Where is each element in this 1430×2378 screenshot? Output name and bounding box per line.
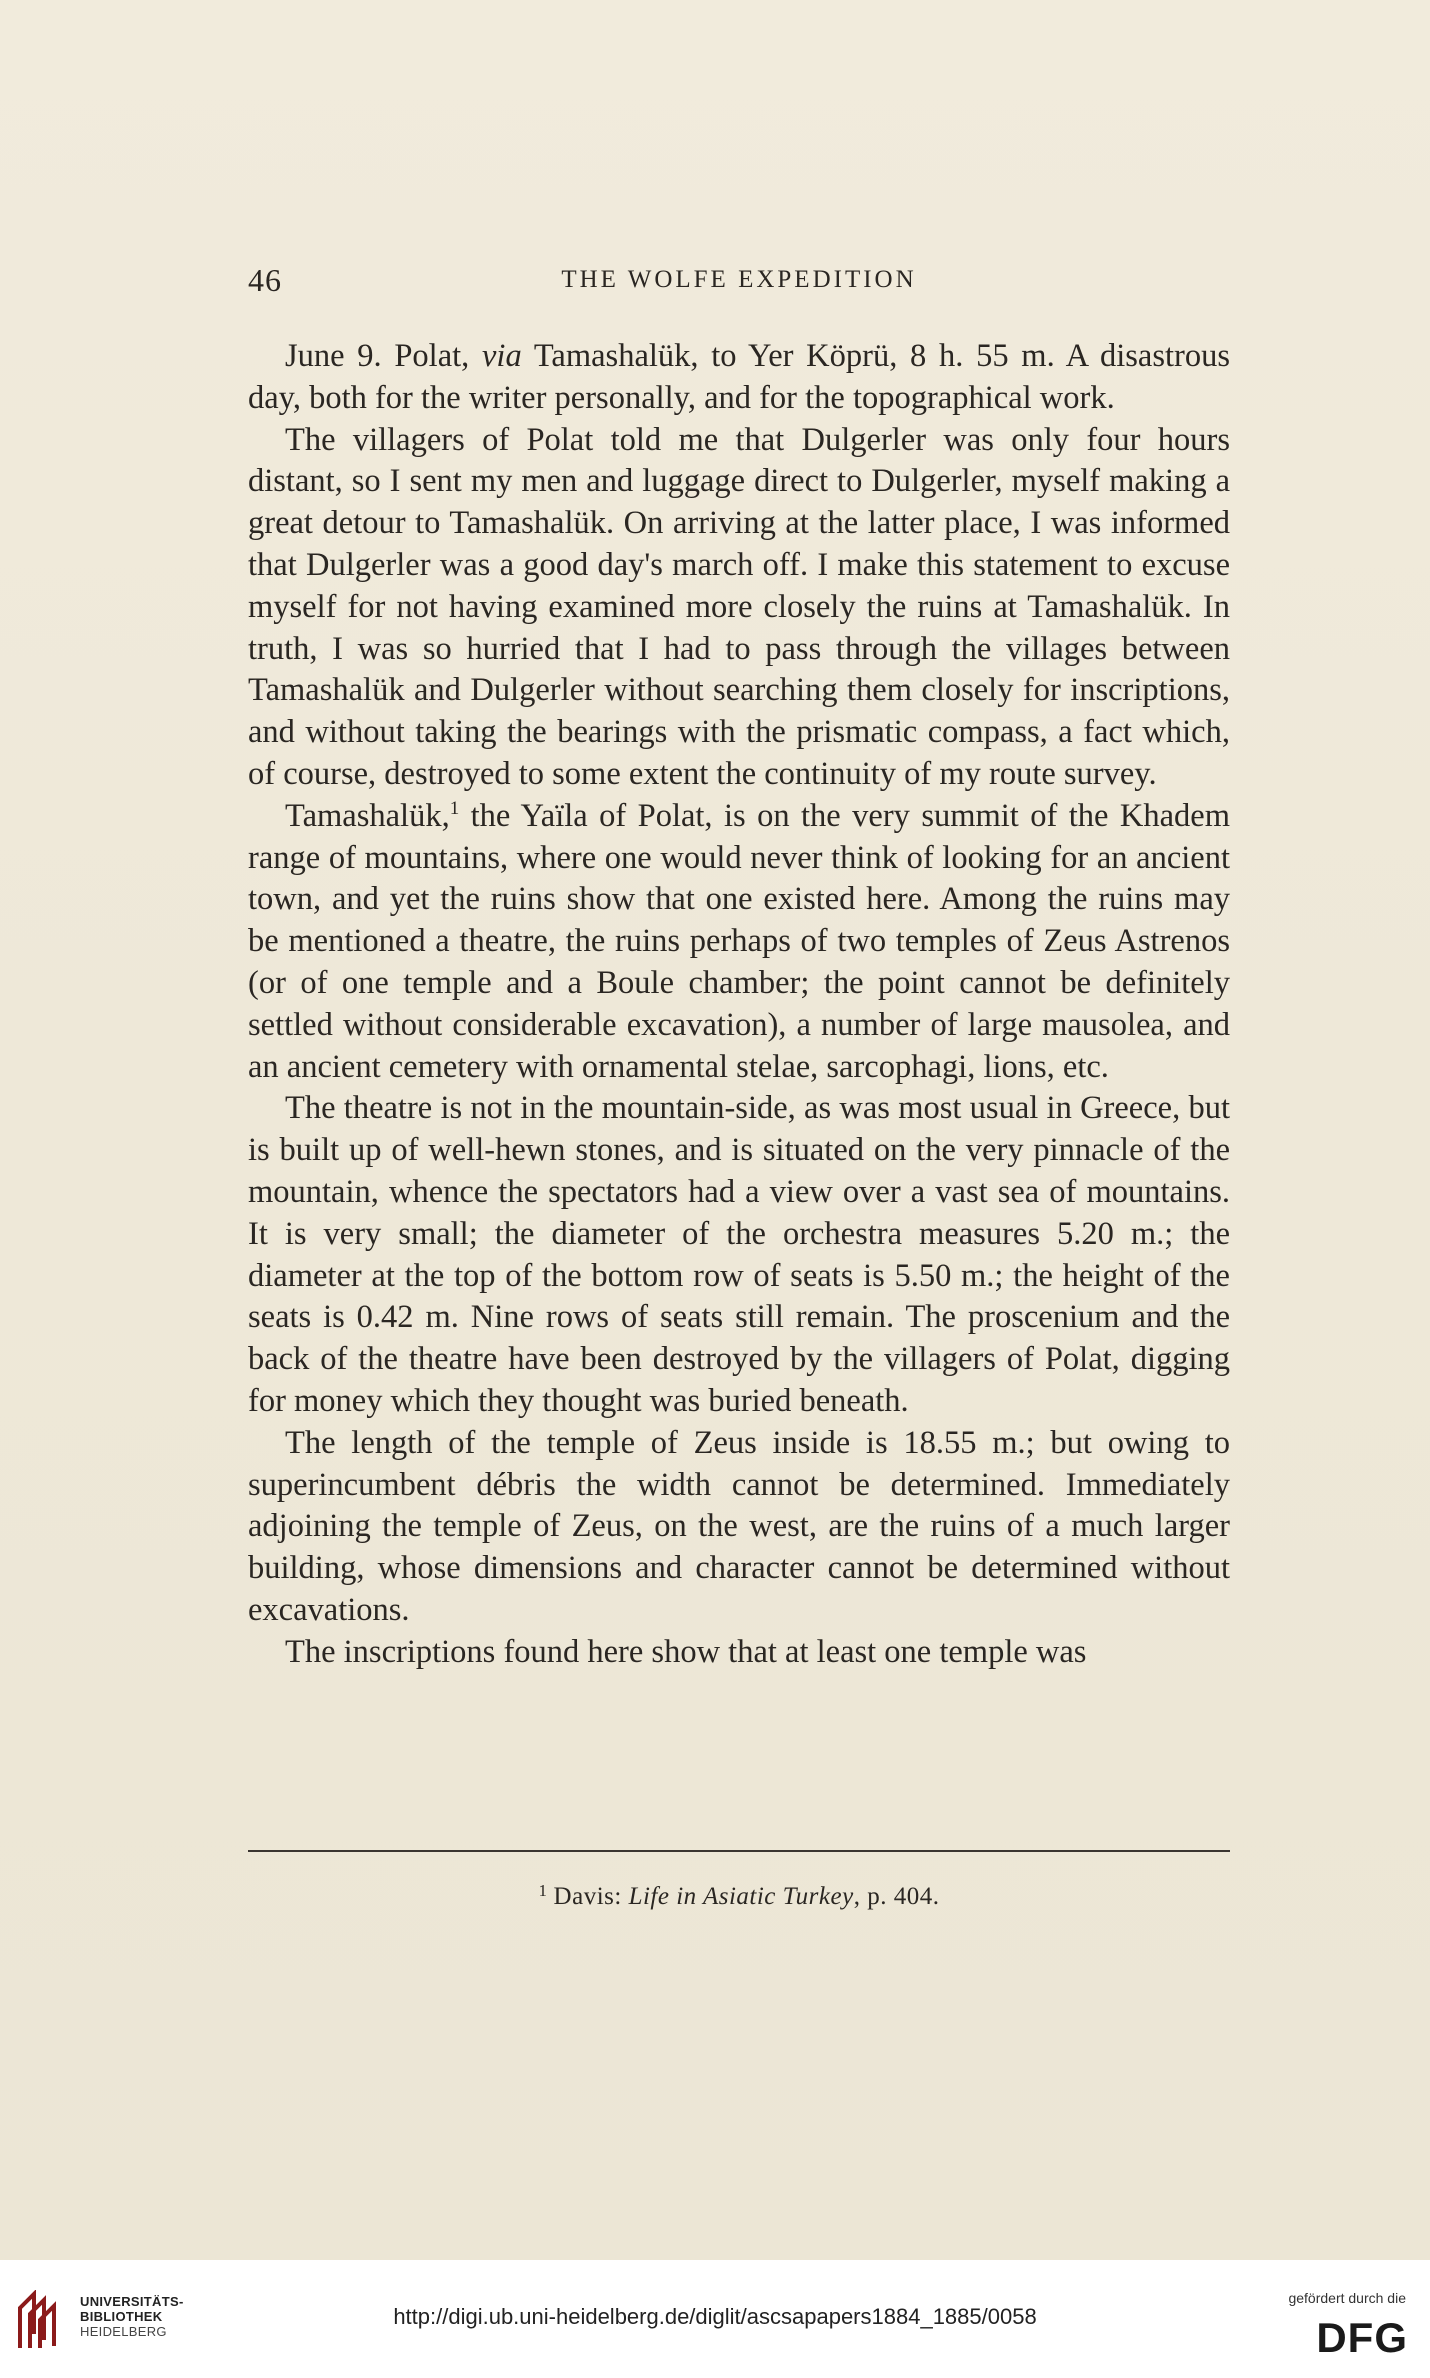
paragraph xyxy=(248,796,1230,1089)
footer-bar xyxy=(0,2260,1430,2378)
paragraph-text: June 9. Polat, xyxy=(285,338,482,374)
body-text xyxy=(248,336,1230,1674)
footnote-reference[interactable]: 1 xyxy=(449,797,460,819)
library-name: UNIVERSITÄTS- BIBLIOTHEK HEIDELBERG xyxy=(80,2294,184,2339)
paragraph-text: The villagers of Polat told me that Dulgerler was only four hours distant, so I sent my men and luggage direct to Dulgerler, myself making a great detour to Tamashalük. On arriving at the latter place, I was informed that Dulgerler was a good day's march off. I make this statement to excuse myself for not having examined more closely the ruins at Tamashalük. In truth, I was so hurried that I had to pass through the villages between Tamashalük and Dulgerler without searching them closely for inscriptions, and without taking the bearings with the prismatic compass, a fact which, of course, destroyed to some extent the continuity of my route survey. xyxy=(248,421,1230,792)
italic-text: via xyxy=(482,338,522,374)
paragraph xyxy=(248,1632,1230,1674)
footnote-divider xyxy=(248,1850,1230,1852)
paragraph-text: Tamashalük, xyxy=(285,797,450,834)
paragraph xyxy=(248,420,1230,796)
running-title: THE WOLFE EXPEDITION xyxy=(561,266,917,293)
footnote-title: Life in Asiatic Turkey xyxy=(628,1883,854,1910)
paragraph xyxy=(248,1423,1230,1632)
footnote-page: , p. 404. xyxy=(853,1883,940,1910)
footnote-author: Davis: xyxy=(553,1883,629,1910)
paragraph-text: The theatre is not in the mountain-side, as was most usual in Greece, but is built up of well-hewn stones, and is situated on the very pinnacle of the mountain, whence the spectators had a view over a vast sea of mountains. It is very small; the diameter of the orchestra measures 5.20 m.; the diameter at the top of the bottom row of seats is 5.50 m.; the height of the seats is 0.42 m. Nine rows of seats still remain. The proscenium and the back of the theatre have been destroyed by the villagers of Polat, digging for money which they thought was buried beneath. xyxy=(248,1090,1230,1419)
paragraph-text: The length of the temple of Zeus inside is 18.55 m.; but owing to superincumbent débris the width cannot be determined. Immediately adjoining the temple of Zeus, on the west, are the ruins of a much larger building, whose dimensions and character cannot be determined without excavations. xyxy=(248,1424,1230,1628)
footnote-marker: 1 xyxy=(538,1881,548,1900)
permalink-link[interactable]: http://digi.ub.uni-heidelberg.de/diglit/ascsapapers1884_1885/0058 xyxy=(393,2304,1037,2329)
dfg-logo: DFG xyxy=(1316,2314,1408,2361)
paragraph xyxy=(248,1088,1230,1422)
page-number: 46 xyxy=(248,262,282,298)
permalink-url xyxy=(0,2304,1430,2330)
paragraph-text: the Yaïla of Polat, is on the very summit of the Khadem range of mountains, where one would never think of looking for an ancient town, and yet the ruins show that one existed here. Among the ruins may be mentioned a theatre, the ruins perhaps of two temples of Zeus Astrenos (or of one temple and a Boule chamber; the point cannot be definitely settled without considerable excavation), a number of large mausolea, and an ancient cemetery with ornamental stelae, sarcophagi, lions, etc. xyxy=(248,797,1230,1085)
page-header xyxy=(248,262,1230,302)
funder-label: gefördert durch die xyxy=(1288,2290,1406,2306)
footnote xyxy=(248,1883,1230,1911)
paragraph-text: Tamashalük, to Yer Köprü, 8 h. 55 m. A disastrous day, both for the writer personally, and for the topographical work. xyxy=(248,338,1230,416)
paragraph xyxy=(248,336,1230,420)
paragraph-text: The inscriptions found here show that at least one temple was xyxy=(285,1633,1087,1670)
